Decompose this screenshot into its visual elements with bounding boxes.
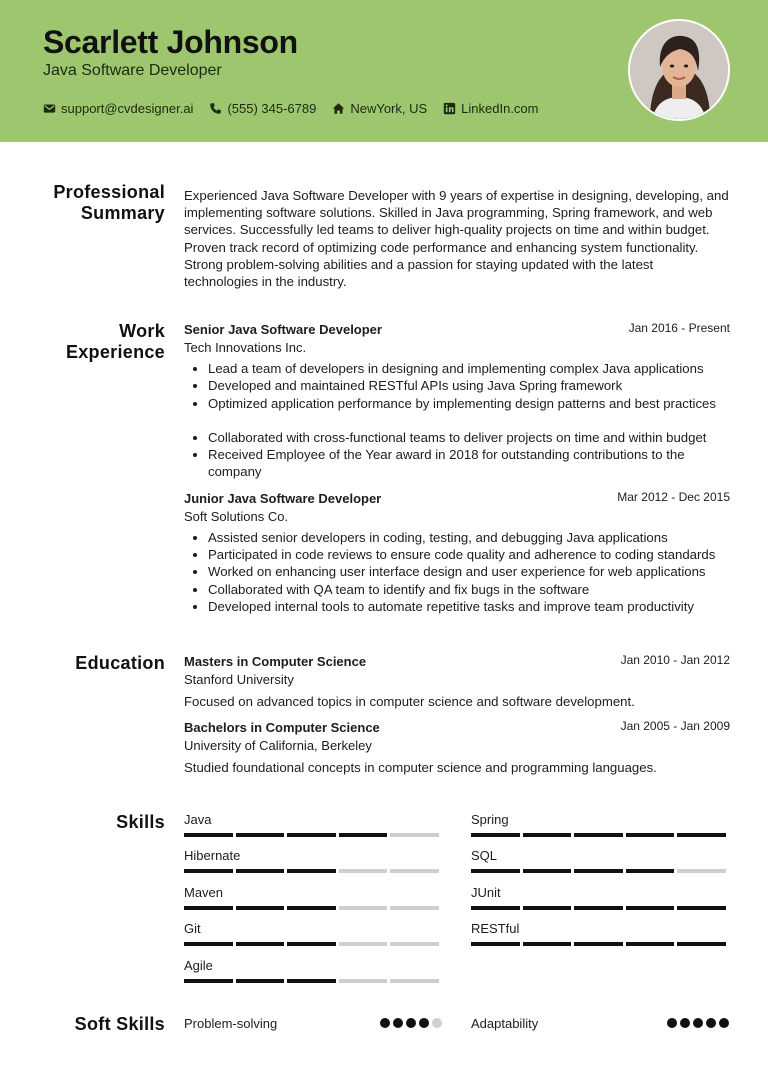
skill-item [184,958,442,983]
skill-item [184,812,442,837]
skill-level-bar [184,942,442,946]
skill-segment-empty [339,979,388,983]
company-name: Soft Solutions Co. [184,508,289,524]
email-text: support@cvdesigner.ai [61,101,194,116]
job-title: Junior Java Software Developer [184,490,382,506]
skill-segment-empty [390,833,439,837]
skill-level-bar [471,906,729,910]
rating-dot-filled [706,1018,716,1028]
skill-segment-filled [184,979,233,983]
job-bullet: • Developed and maintained RESTful APIs using Java Spring framework [208,377,730,394]
skill-segment-filled [677,942,726,946]
skill-segment-filled [677,833,726,837]
education-heading: Education [75,653,165,673]
job-bullet: • Participated in code reviews to ensure code quality and adherence to coding standards [208,546,730,563]
soft-skill-name: Problem-solving [184,1016,278,1031]
skill-item [184,885,442,910]
rating-dot-filled [667,1018,677,1028]
skill-item [184,848,442,873]
skill-segment-filled [236,833,285,837]
job-bullet: • Assisted senior developers in coding, testing, and debugging Java applications [208,529,730,546]
skill-segment-filled [287,942,336,946]
skill-segment-filled [574,942,623,946]
job-bullets [184,360,730,481]
job-title: Java Software Developer [43,62,222,79]
skill-segment-filled [287,833,336,837]
education-desc: Focused on advanced topics in computer science and software development. [184,694,635,709]
rating-dot-filled [719,1018,729,1028]
rating-dot-empty [432,1018,442,1028]
education-entry [184,719,730,776]
skill-level-bar [471,833,729,837]
candidate-name: Scarlett Johnson [43,24,298,60]
contact-location[interactable] [332,101,427,116]
experience-section [184,321,730,615]
job-title: Senior Java Software Developer [184,322,382,337]
skill-segment-filled [523,833,572,837]
envelope-icon [43,102,56,115]
contact-email[interactable] [43,101,193,116]
skill-name: RESTful [471,921,520,936]
skill-name: Maven [184,885,224,900]
skill-name: Java [184,812,212,827]
skill-segment-filled [626,906,675,910]
rating-dot-filled [680,1018,690,1028]
skill-name: Git [184,921,201,936]
skill-level-bar [184,906,442,910]
skill-segment-filled [236,942,285,946]
soft-skill-rating [664,1018,729,1028]
job-bullet: • Lead a team of developers in designing and implementing complex Java applications [208,360,730,377]
summary-text: Experienced Java Software Developer with 9 years of expertise in designing, developing, and implementing software solutions. Skilled in Java programming, Spring framework, and web services. Successfully led teams to deliver high-quality projects on time and within budget. Proven track record of optimizing code performance and enhancing system functionality. Strong problem-solving abilities and a passion for staying updated with the latest technologies in the industry. [184,188,729,290]
job-bullets [184,529,730,615]
experience-heading [40,321,165,363]
portrait-illustration [630,21,728,119]
skill-segment-filled [574,869,623,873]
skill-segment-empty [390,942,439,946]
summary-heading-line2: Summary [80,203,165,223]
skill-segment-filled [339,833,388,837]
skill-segment-filled [471,869,520,873]
profile-photo [628,19,730,121]
skill-segment-filled [523,906,572,910]
skill-name: Spring [471,812,509,827]
header-banner [0,0,768,142]
phone-icon [209,102,222,115]
skill-segment-filled [523,869,572,873]
skill-segment-empty [390,869,439,873]
company-name: Tech Innovations Inc. [184,340,307,355]
skill-segment-filled [184,833,233,837]
summary-section [184,187,730,290]
contact-linkedin[interactable] [443,101,538,116]
job-bullet: • Collaborated with cross-functional teams to deliver projects on time and within budget [208,429,730,446]
skill-segment-empty [390,979,439,983]
skill-segment-filled [626,942,675,946]
soft-skill-item [184,1015,442,1033]
degree-title: Masters in Computer Science [184,654,367,669]
skill-name: Hibernate [184,848,241,863]
education-date: Jan 2010 - Jan 2012 [620,653,730,667]
job-bullet: • Developed internal tools to automate repetitive tasks and improve team productivity [208,598,730,615]
skill-segment-empty [339,942,388,946]
skill-segment-filled [287,979,336,983]
skill-level-bar [471,869,729,873]
skill-level-bar [184,833,442,837]
job-bullet: • Worked on enhancing user interface design and user experience for web applications [208,563,730,580]
skill-segment-empty [339,869,388,873]
skill-segment-empty [339,906,388,910]
soft-skill-name: Adaptability [471,1016,539,1031]
skill-segment-empty [390,906,439,910]
skill-item [184,921,442,946]
soft-skill-rating [377,1018,442,1028]
soft-skill-item [471,1015,729,1033]
skill-segment-filled [236,869,285,873]
skills-heading: Skills [116,812,165,832]
skill-item [471,885,729,910]
linkedin-text: LinkedIn.com [461,101,539,116]
skill-segment-filled [574,906,623,910]
contact-bar [43,101,555,116]
skill-segment-filled [471,942,520,946]
job-entry [184,321,730,481]
skill-segment-filled [184,869,233,873]
experience-heading-line2: Experience [65,342,165,362]
summary-heading-line1: Professional [53,182,165,202]
skill-item [471,921,729,946]
skill-name: JUnit [471,885,501,900]
contact-phone[interactable] [209,101,316,116]
skill-name: Agile [184,958,213,973]
rating-dot-filled [406,1018,416,1028]
skill-level-bar [184,979,442,983]
job-bullet: • Optimized application performance by implementing design patterns and best practices [208,395,730,412]
location-text: NewYork, US [350,101,428,116]
soft-skills-heading: Soft Skills [74,1014,165,1034]
education-entry [184,653,730,710]
skill-segment-filled [184,942,233,946]
rating-dot-filled [419,1018,429,1028]
skill-segment-filled [287,869,336,873]
job-entry [184,490,730,615]
skill-segment-filled [471,833,520,837]
rating-dot-filled [380,1018,390,1028]
job-date: Jan 2016 - Present [628,321,730,335]
skill-segment-filled [677,906,726,910]
skill-segment-filled [184,906,233,910]
skill-segment-filled [287,906,336,910]
linkedin-icon [443,102,456,115]
skill-name: SQL [471,848,498,863]
skill-segment-filled [236,979,285,983]
skill-segment-empty [677,869,726,873]
job-date: Mar 2012 - Dec 2015 [617,489,730,504]
skill-segment-filled [626,833,675,837]
skill-level-bar [184,869,442,873]
bullet-spacer [208,412,730,429]
experience-heading-line1: Work [119,321,165,341]
school-name: Stanford University [184,672,294,687]
skill-segment-filled [471,906,520,910]
skill-segment-filled [574,833,623,837]
skill-item [471,848,729,873]
skill-item [471,812,729,837]
degree-title: Bachelors in Computer Science [184,720,380,736]
rating-dot-filled [693,1018,703,1028]
home-icon [332,102,345,115]
skill-level-bar [471,942,729,946]
skill-segment-filled [626,869,675,873]
job-bullet: • Collaborated with QA team to identify and fix bugs in the software [208,581,730,598]
school-name: University of California, Berkeley [184,738,372,754]
education-date: Jan 2005 - Jan 2009 [620,719,730,734]
job-bullet: • Received Employee of the Year award in 2018 for outstanding contributions to the company [208,446,730,481]
rating-dot-filled [393,1018,403,1028]
phone-text: (555) 345-6789 [227,101,317,116]
education-desc: Studied foundational concepts in computer science and programming languages. [184,760,657,776]
education-section [184,653,730,776]
skill-segment-filled [236,906,285,910]
skill-segment-filled [523,942,572,946]
summary-heading [40,182,165,224]
